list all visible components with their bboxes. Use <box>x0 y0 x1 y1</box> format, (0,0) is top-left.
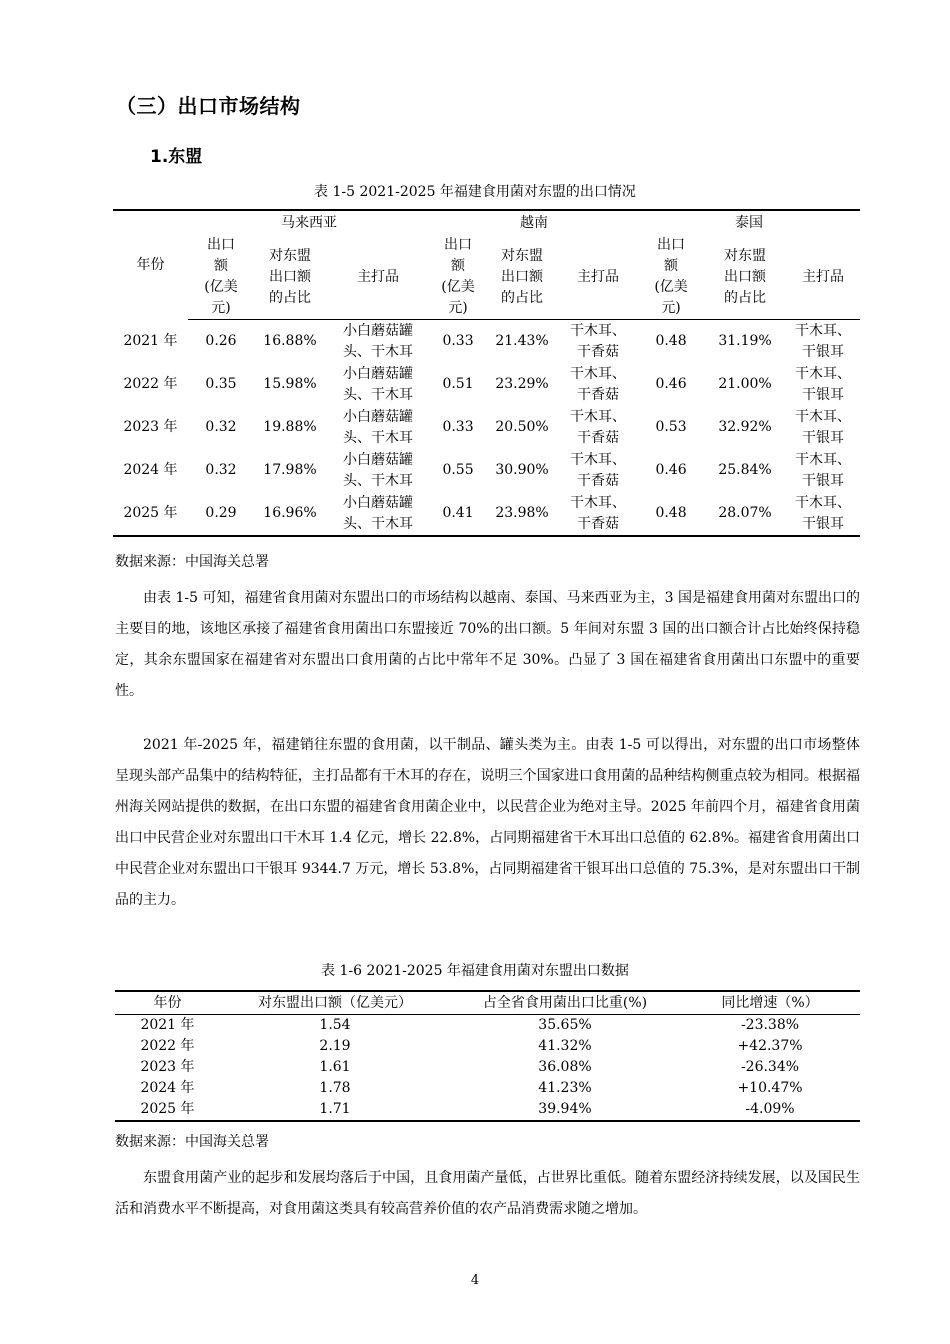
table-cell: 2021 年 <box>140 1017 195 1033</box>
table-cell: 36.08% <box>538 1059 592 1075</box>
table-row <box>115 1057 860 1078</box>
table-cell: 21.00% <box>718 376 772 392</box>
table-cell: 2023 年 <box>140 1059 195 1075</box>
table-row <box>113 449 860 492</box>
table-cell: 2024 年 <box>123 462 178 478</box>
table-cell: 小白蘑菇罐 头、干木耳 <box>343 365 414 403</box>
table-cell: 小白蘑菇罐 头、干木耳 <box>343 494 414 532</box>
table-cell: 0.41 <box>442 505 474 521</box>
table-cell: 28.07% <box>718 505 772 521</box>
table-row <box>113 492 860 536</box>
table-cell: -26.34% <box>740 1059 800 1075</box>
table1-country-malaysia: 马来西亚 <box>281 214 338 231</box>
table-cell: 小白蘑菇罐 头、干木耳 <box>343 451 414 489</box>
table-cell: 41.23% <box>538 1080 592 1096</box>
table-cell: 16.88% <box>263 333 317 349</box>
table-cell: 2023 年 <box>123 419 178 435</box>
section-heading: （三）出口市场结构 <box>116 94 301 118</box>
table2-asean-export-summary <box>115 990 860 1122</box>
table-cell: 23.29% <box>495 376 549 392</box>
table1-source: 数据来源：中国海关总署 <box>115 554 269 570</box>
table-cell: 0.33 <box>442 333 474 349</box>
table-row <box>115 1015 860 1037</box>
table-cell: 0.48 <box>655 333 687 349</box>
table-cell: 1.61 <box>319 1059 351 1075</box>
table-cell: 0.46 <box>655 462 687 478</box>
page-number: 4 <box>470 1273 480 1288</box>
body-paragraph: 由表 1-5 可知，福建省食用菌对东盟出口的市场结构以越南、泰国、马来西亚为主，3 国是福建食用菌对东盟出口的主要目的地，该地区承接了福建省食用菌出口东盟接近 70%的出口额。5 年间对东盟 3 国的出口额合计占比始终保持稳定，其余东盟国家在福建省对东盟出口食用菌的占比中常年不足 30%。凸显了 3 国在福建省食用菌出口东盟中的重要性。 <box>115 590 860 699</box>
table1-share-header: 对东盟 出口额 的占比 <box>486 235 558 320</box>
table1-caption: 表 1-5 2021-2025 年福建食用菌对东盟的出口情况 <box>314 184 636 200</box>
table1-share-header: 对东盟 出口额 的占比 <box>704 235 786 320</box>
table-row <box>113 363 860 406</box>
table-cell: 16.96% <box>263 505 317 521</box>
table-cell: 30.90% <box>495 462 549 478</box>
table-cell: 21.43% <box>495 333 549 349</box>
table-cell: 17.98% <box>263 462 317 478</box>
table-cell: 2021 年 <box>123 332 178 349</box>
table1-share-header: 对东盟 出口额 的占比 <box>254 235 326 320</box>
table-cell: 25.84% <box>718 462 772 478</box>
table2-header-growth: 同比增速（%） <box>680 991 860 1015</box>
table-row <box>113 406 860 449</box>
table1-main-header: 主打品 <box>786 235 860 320</box>
table-cell: 干木耳、 干银耳 <box>795 408 852 446</box>
table-cell: 2022 年 <box>123 376 178 392</box>
table1-main-header: 主打品 <box>558 235 638 320</box>
table1-main-header: 主打品 <box>326 235 430 320</box>
table-cell: 干木耳、 干银耳 <box>795 322 852 360</box>
table1-export-header: 出口 额 (亿美 元) <box>638 235 704 320</box>
table-cell: 小白蘑菇罐 头、干木耳 <box>343 322 414 360</box>
table-cell: 2025 年 <box>123 505 178 521</box>
table-cell: 0.46 <box>655 376 687 392</box>
table-cell: 2024 年 <box>140 1080 195 1096</box>
table-cell: 0.26 <box>205 333 237 349</box>
table1-export-header: 出口 额 (亿美 元) <box>430 235 486 320</box>
table-cell: 干木耳、 干香菇 <box>570 322 627 360</box>
table-cell: +42.37% <box>737 1038 803 1054</box>
table-cell: 15.98% <box>263 376 317 392</box>
table2-header-export: 对东盟出口额（亿美元） <box>220 991 450 1015</box>
table2-source: 数据来源：中国海关总署 <box>115 1134 269 1150</box>
table-row <box>115 1078 860 1099</box>
table-cell: 2025 年 <box>140 1101 195 1117</box>
table-cell: 小白蘑菇罐 头、干木耳 <box>343 408 414 446</box>
table-cell: 35.65% <box>538 1017 592 1033</box>
table2-caption: 表 1-6 2021-2025 年福建食用菌对东盟出口数据 <box>321 963 629 979</box>
table-cell: 2.19 <box>319 1038 351 1054</box>
table-cell: 干木耳、 干银耳 <box>795 365 852 403</box>
table-cell: 2022 年 <box>140 1038 195 1054</box>
table-cell: 0.51 <box>442 376 474 392</box>
body-paragraph: 2021 年-2025 年，福建销往东盟的食用菌，以干制品、罐头类为主。由表 1-5 可以得出，对东盟的出口市场整体呈现头部产品集中的结构特征，主打品都有干木耳的存在，说明三个国家进口食用菌的品种结构侧重点较为相同。根据福州海关网站提供的数据，在出口东盟的福建省食用菌企业中，以民营企业为绝对主导。2025 年前四个月，福建省食用菌出口中民营企业对东盟出口干木耳 1.4 亿元，增长 22.8%，占同期福建省干木耳出口总值的 62.8%。福建省食用菌出口中民营企业对东盟出口干银耳 9344.7 万元，增长 53.8%，占同期福建省干银耳出口总值的 75.3%，是对东盟出口干制品的主力。 <box>115 737 861 908</box>
table-cell: 0.33 <box>442 419 474 435</box>
table-cell: -23.38% <box>740 1017 800 1033</box>
table-cell: 0.32 <box>205 462 237 478</box>
table-row <box>115 1036 860 1057</box>
subsection-heading: 1.东盟 <box>150 147 203 167</box>
table-cell: 41.32% <box>538 1038 592 1054</box>
table-cell: 39.94% <box>538 1101 592 1117</box>
table-cell: -4.09% <box>745 1101 795 1117</box>
table-cell: 干木耳、 干香菇 <box>570 494 627 532</box>
table-cell: 19.88% <box>263 419 317 435</box>
table-cell: +10.47% <box>737 1080 803 1096</box>
table-cell: 干木耳、 干银耳 <box>795 451 852 489</box>
table-cell: 31.19% <box>718 333 772 349</box>
table-cell: 0.53 <box>655 419 687 435</box>
table-cell: 20.50% <box>495 419 549 435</box>
table-row <box>113 320 860 364</box>
table-row <box>115 1099 860 1121</box>
table-cell: 0.32 <box>205 419 237 435</box>
table1-country-thailand: 泰国 <box>735 214 764 231</box>
table-cell: 干木耳、 干银耳 <box>795 494 852 532</box>
table-cell: 32.92% <box>718 419 772 435</box>
table-cell: 干木耳、 干香菇 <box>570 451 627 489</box>
table1-asean-export-by-country <box>113 209 860 537</box>
table-cell: 1.78 <box>319 1080 351 1096</box>
table-cell: 0.35 <box>205 376 237 392</box>
table-cell: 0.55 <box>442 462 474 478</box>
table-cell: 0.29 <box>205 505 237 521</box>
table2-header-year: 年份 <box>115 991 220 1015</box>
table2-header-share: 占全省食用菌出口比重(%) <box>450 991 680 1015</box>
table-cell: 干木耳、 干香菇 <box>570 408 627 446</box>
table-cell: 干木耳、 干香菇 <box>570 365 627 403</box>
table1-country-vietnam: 越南 <box>520 214 549 231</box>
table1-year-header: 年份 <box>136 256 165 273</box>
body-paragraph: 东盟食用菌产业的起步和发展均落后于中国，且食用菌产量低，占世界比重低。随着东盟经济持续发展，以及国民生活和消费水平不断提高，对食用菌这类具有较高营养价值的农产品消费需求随之增加。 <box>115 1170 860 1217</box>
table-cell: 1.71 <box>319 1101 351 1117</box>
table-cell: 1.54 <box>319 1017 351 1033</box>
table-cell: 0.48 <box>655 505 687 521</box>
table1-export-header: 出口 额 (亿美 元) <box>188 235 254 320</box>
table-cell: 23.98% <box>495 505 549 521</box>
